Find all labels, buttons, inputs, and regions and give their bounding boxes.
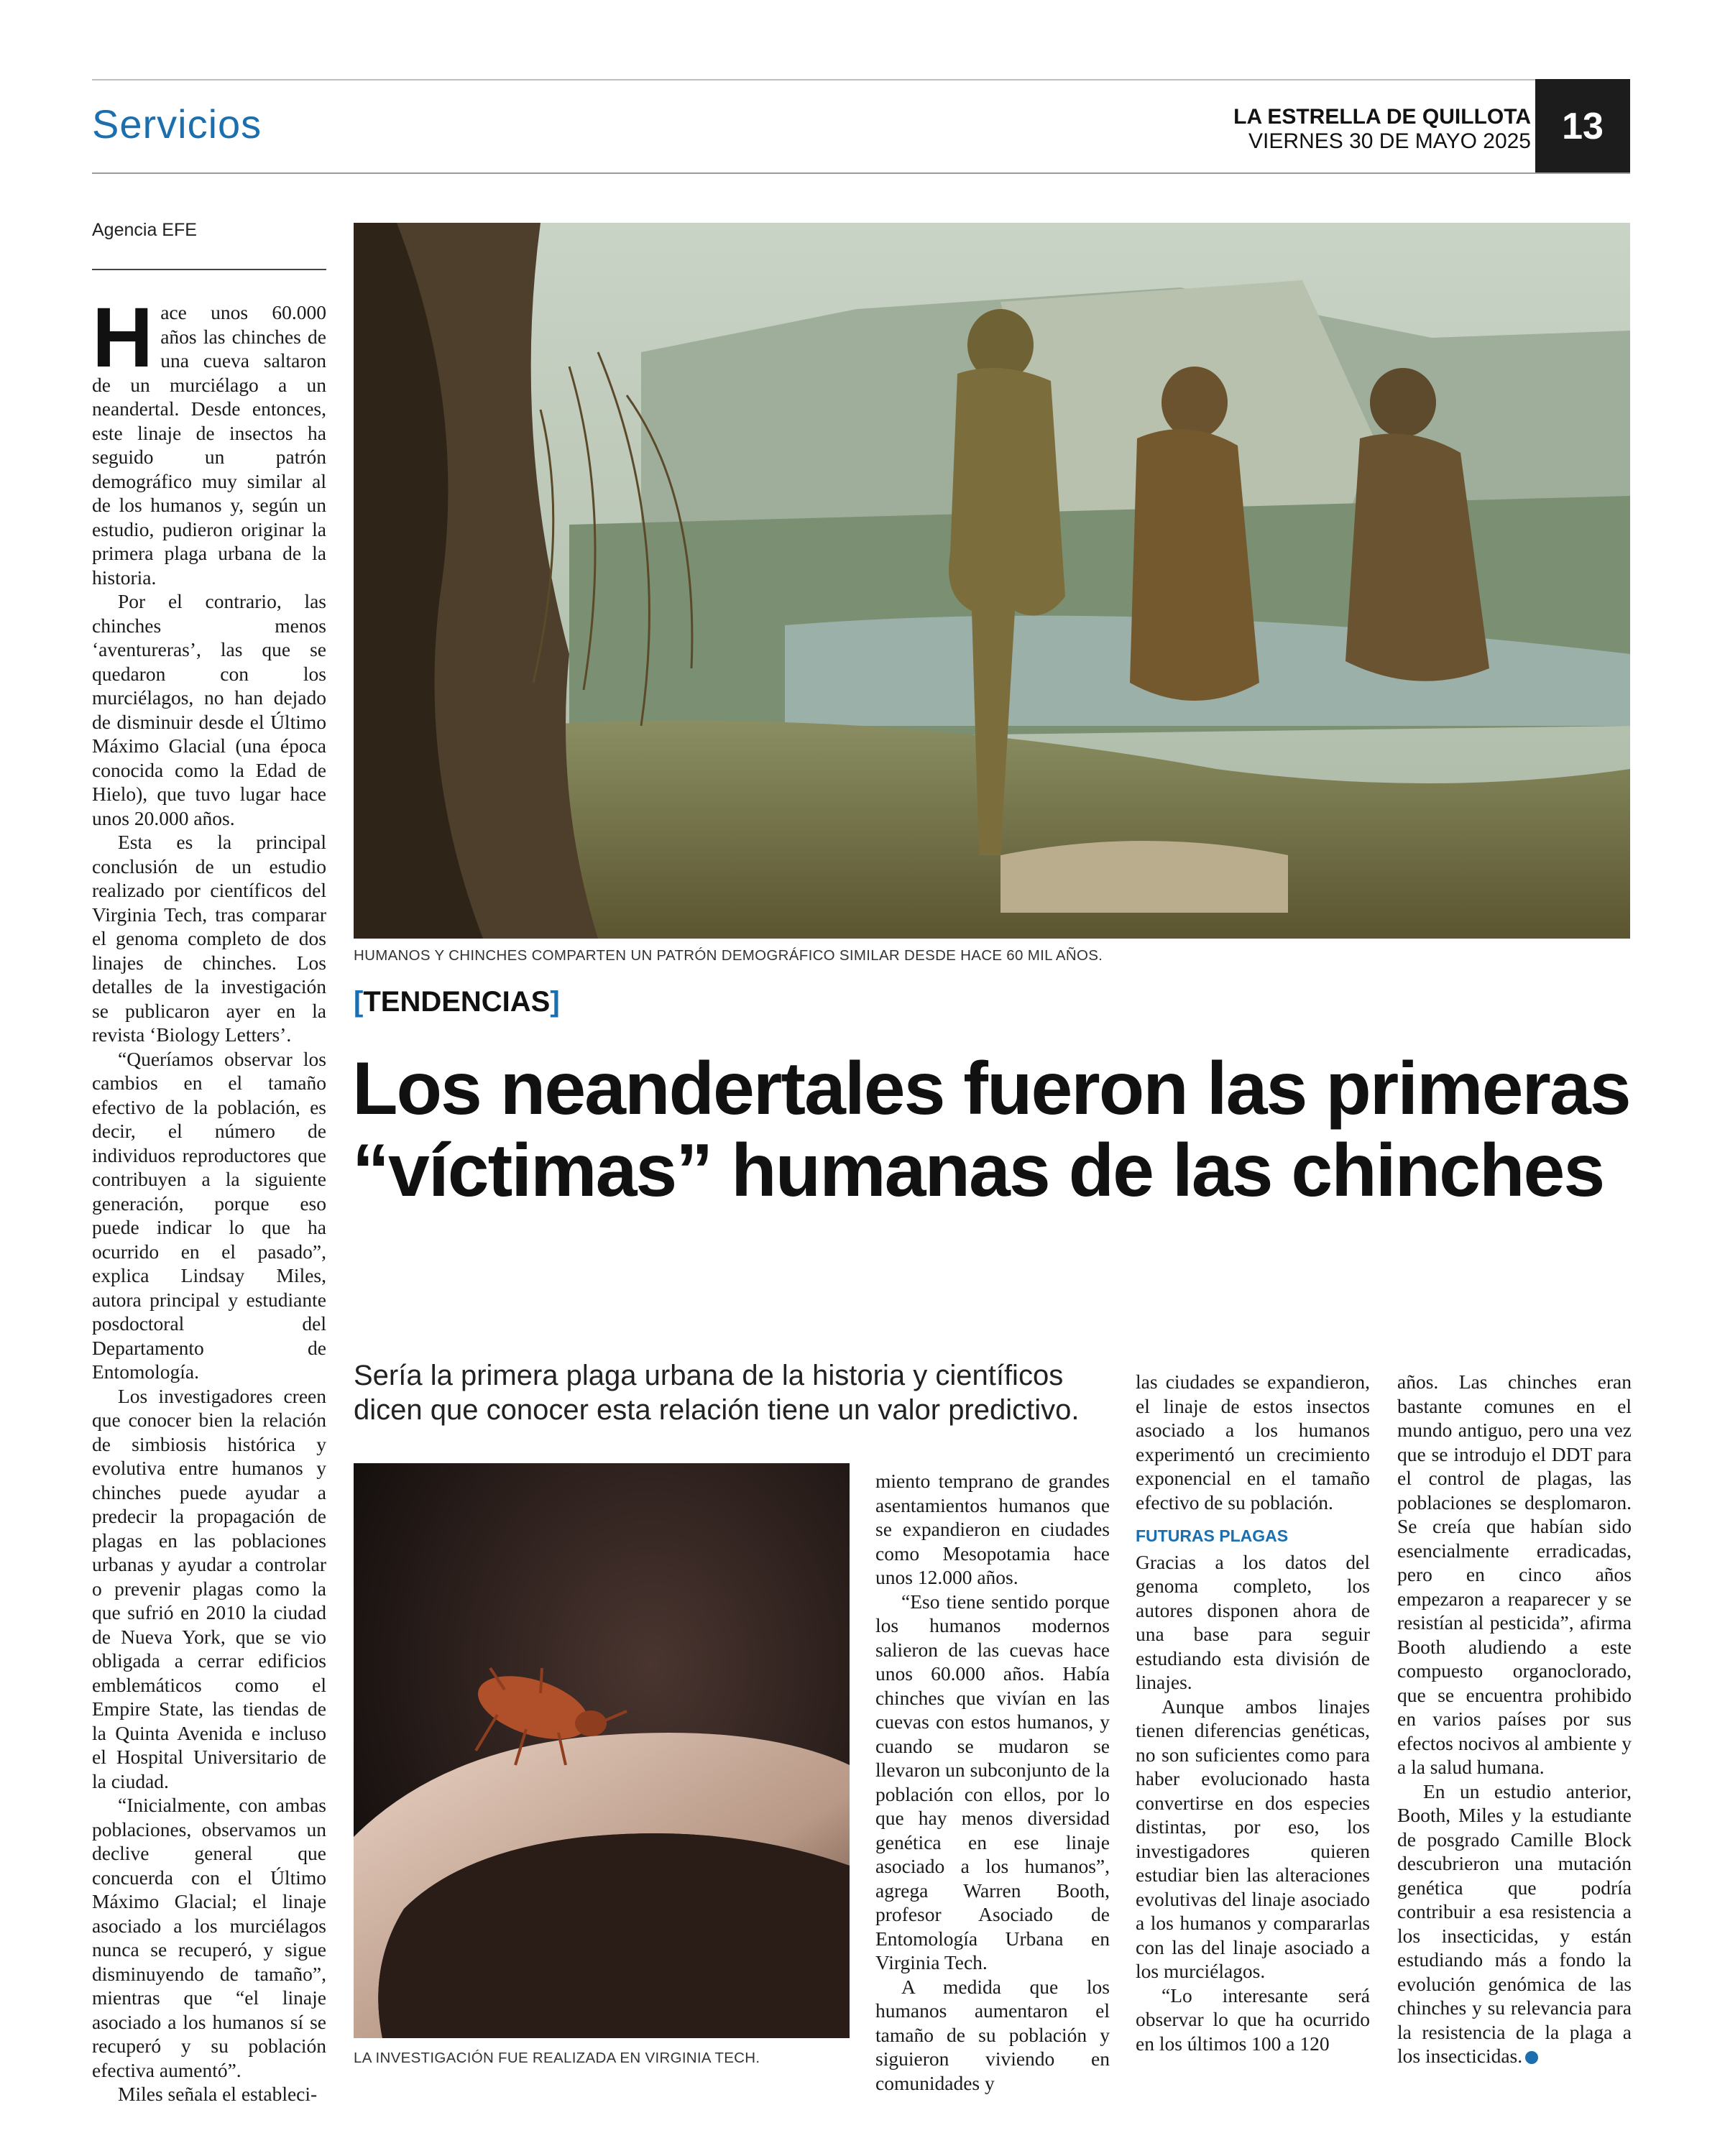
photo-caption: LA INVESTIGACIÓN FUE REALIZADA EN VIRGINIA TECH. — [354, 2050, 760, 2066]
paragraph: “Lo interesante será observar lo que ha ocurrido en los últimos 100 a 120 — [1136, 1984, 1370, 2055]
paragraph: Esta es la principal conclusión de un estudio realizado por científicos del Virginia Tech, tras comparar el genoma completo de dos linajes de chinches. Los detalles de la investigación se publicaron ayer en la revista ‘Biology Letters’. — [92, 831, 326, 1046]
paragraph: las ciudades se expandieron, el linaje de estos insectos asociado a los humanos experimentó un crecimiento exponencial en el tamaño efectivo de su población. — [1136, 1370, 1370, 1514]
deck-subtitle: Sería la primera plaga urbana de la historia y científicos dicen que conocer esta relación tiene un valor predictivo. — [354, 1360, 1080, 1426]
paragraph: Hace unos 60.000 años las chinches de una cueva saltaron de un murciélago a un neandertal. Desde entonces, este linaje de insectos ha seguido un patrón demográfico muy similar al de los humanos y, según un estudio, pudieron originar la primera plaga urbana de la historia. — [92, 290, 326, 589]
issue-date: VIERNES 30 DE MAYO 2025 — [1248, 129, 1531, 153]
paragraph: Miles señala el estableci- — [118, 2083, 318, 2105]
masthead — [1233, 105, 1531, 154]
paragraph: años. Las chinches eran bastante comunes en el mundo antiguo, pero una vez que se introdujo el DDT para el control de plagas, las poblaciones se desplomaron. Se creía que habían sido esencialmente erradicadas, pero en cinco años empezaron a reaparecer y se resistían al pesticida”, afirma Booth aludiendo a este compuesto organoclorado, que se encuentra prohibido en varios países por sus efectos nocivos al ambiente y a la salud humana. — [1397, 1370, 1632, 1778]
article-column-3 — [875, 1469, 1110, 2095]
header-rule — [92, 172, 1630, 174]
byline-rule — [92, 269, 326, 270]
section-title: Servicios — [92, 101, 262, 147]
paragraph: En un estudio anterior, Booth, Miles y la estudiante de posgrado Camille Block descubrieron una mutación genética que podría contribuir a esa resistencia a los insecticidas, y están estudiando más a fondo la evolución genómica de las chinches y su relevancia para la resistencia de la plaga a los insecticidas. — [1397, 1779, 1632, 2067]
paragraph: Gracias a los datos del genoma completo, los autores disponen ahora de una base para seguir estudiando esta división de linajes. — [1136, 1550, 1370, 1693]
diorama-illustration — [354, 223, 1630, 939]
paragraph: miento temprano de grandes asentamientos humanos que se expandieron en ciudades como Mesopotamia hace unos 12.000 años. — [875, 1470, 1110, 1588]
kicker: [TENDENCIAS] — [354, 986, 560, 1018]
kicker-label: TENDENCIAS — [363, 986, 551, 1018]
paragraph: Por el contrario, las chinches menos ‘aventureras’, las que se quedaron con los murciélagos, no han dejado de disminuir desde el Último Máximo Glacial (una época conocida como la Edad de Hielo), que tuvo lugar hace unos 20.000 años. — [92, 590, 326, 829]
paragraph: “Queríamos observar los cambios en el tamaño efectivo de la población, es decir, el número de individuos reproductores que contribuyen a la siguiente generación, porque eso puede indicar lo que ha ocurrido en el pasado”, explica Lindsay Miles, autora principal y estudiante posdoctoral del Departamento de Entomología. — [92, 1047, 326, 1383]
bedbug-photo — [354, 1463, 850, 2038]
byline: Agencia EFE — [92, 220, 197, 240]
article-column-5 — [1397, 1370, 1632, 2068]
article-column-4 — [1136, 1370, 1370, 2055]
photo-caption: HUMANOS Y CHINCHES COMPARTEN UN PATRÓN DEMOGRÁFICO SIMILAR DESDE HACE 60 MIL AÑOS. — [354, 947, 1103, 964]
paragraph: “Inicialmente, con ambas poblaciones, observamos un declive general que concuerda con el Último Máximo Glacial; el linaje asociado a los murciélagos nunca se recuperó, y sigue disminuyendo de tamaño”, mientras que “el linaje asociado a los humanos sí se recuperó y su población efectiva aumentó”. — [92, 1794, 326, 2081]
paragraph: Aunque ambos linajes tienen diferencias genéticas, no son suficientes como para haber evolucionado hasta convertirse en dos especies distintas, por eso, los investigadores quieren estudiar bien las alteraciones evolutivas del linaje asociado a los humanos y compararlas con las del linaje asociado a los murciélagos. — [1136, 1695, 1370, 1982]
top-rule — [92, 79, 1630, 80]
paragraph: Los investigadores creen que conocer bien la relación de simbiosis histórica y evolutiva entre humanos y chinches puede ayudar a predecir la propagación de plagas en las poblaciones urbanas y ayudar a controlar o prevenir plagas como la que sufrió en 2010 la ciudad de Nueva York, que se vio obligada a cerrar edificios emblemáticos como el Empire State, las tiendas de la Quinta Avenida e incluso el Hospital Universitario de la ciudad. — [92, 1384, 326, 1792]
page-number: 13 — [1535, 79, 1630, 174]
bedbug-illustration — [354, 1463, 850, 2038]
neanderthal-diorama-photo — [354, 223, 1630, 939]
newspaper-name: LA ESTRELLA DE QUILLOTA — [1233, 105, 1531, 129]
article-column-1 — [92, 290, 326, 2106]
end-mark-icon — [1525, 2051, 1538, 2064]
paragraph: A medida que los humanos aumentaron el tamaño de su población y siguieron viviendo en comunidades y — [875, 1975, 1110, 2094]
headline: Los neandertales fueron las primeras “víctimas” humanas de las chinches — [352, 1047, 1630, 1212]
subheading: FUTURAS PLAGAS — [1136, 1526, 1289, 1545]
paragraph: “Eso tiene sentido porque los humanos modernos salieron de las cuevas hace unos 60.000 años. Había chinches que vivían en las cuevas con estos humanos, y cuando se mudaron se llevaron un subconjunto de la población con ellos, por lo que hay menos diversidad genética en ese linaje asociado a los humanos”, agrega Warren Booth, profesor Asociado de Entomología Urbana en Virginia Tech. — [875, 1590, 1110, 1973]
drop-cap: H — [92, 290, 154, 385]
